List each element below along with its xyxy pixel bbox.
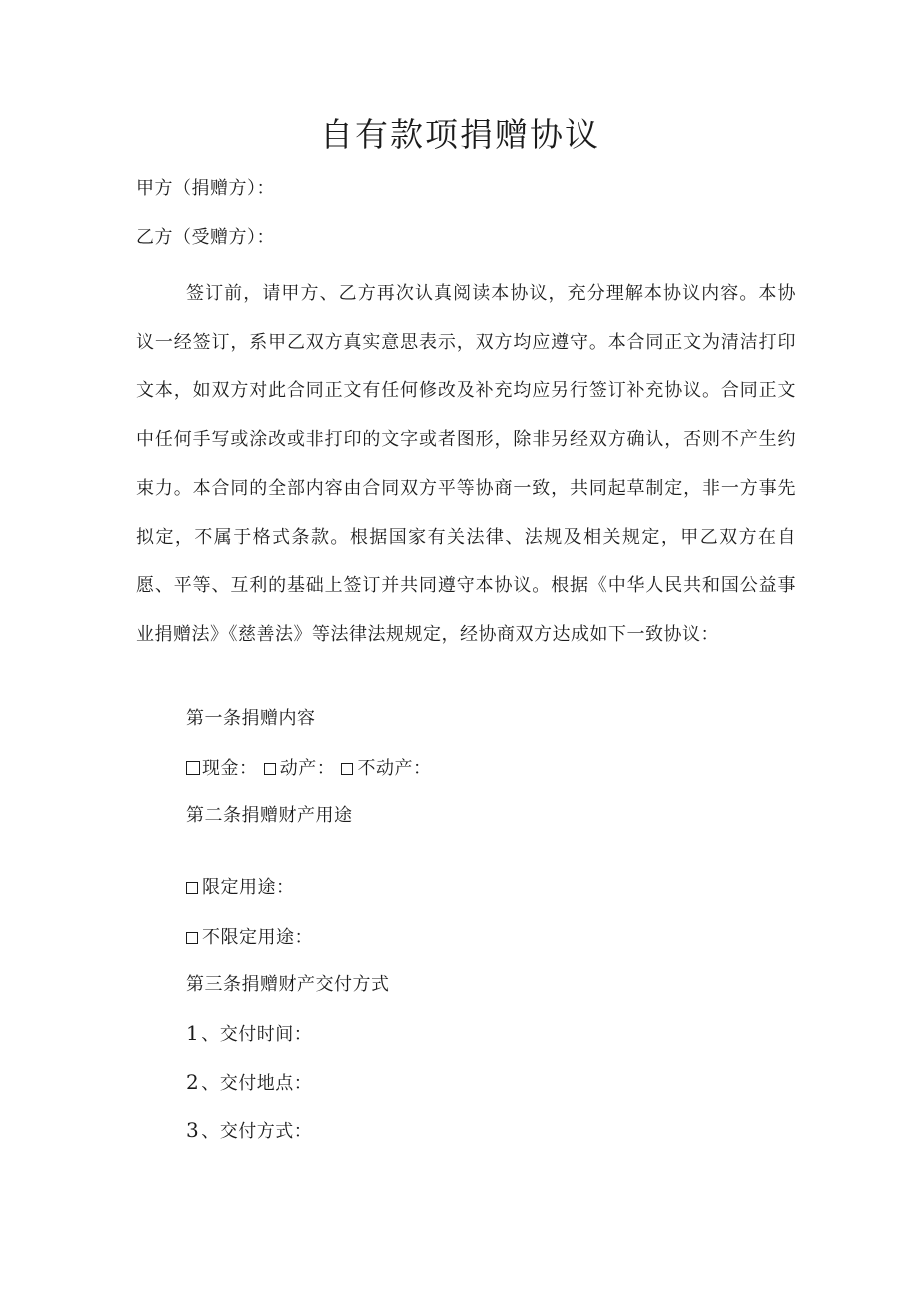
option-real-estate-label: 不动产： <box>357 758 432 779</box>
article1-heading: 第一条捐赠内容 <box>186 708 316 729</box>
document-title: 自有款项捐赠协议 <box>320 115 600 154</box>
delivery-place-line <box>186 1069 312 1097</box>
checkbox-real-estate[interactable] <box>341 763 353 775</box>
article3-heading: 第三条捐赠财产交付方式 <box>186 974 390 995</box>
item-number: 1 <box>186 1021 200 1045</box>
donation-content-options <box>186 756 431 782</box>
restricted-use-option <box>186 875 295 901</box>
checkbox-unrestricted-use[interactable] <box>186 932 198 944</box>
checkbox-movable-property[interactable] <box>264 763 276 775</box>
delivery-time-label: 、交付时间： <box>201 1024 313 1045</box>
party-b-line: 乙方（受赠方）： <box>136 227 275 248</box>
item-number: 2 <box>186 1070 200 1094</box>
item-number: 3 <box>186 1118 200 1142</box>
unrestricted-use-option <box>186 925 313 951</box>
article2-heading: 第二条捐赠财产用途 <box>186 805 353 826</box>
checkbox-cash[interactable] <box>186 761 200 775</box>
checkbox-restricted-use[interactable] <box>186 882 198 894</box>
unrestricted-use-label: 不限定用途： <box>202 927 313 948</box>
delivery-place-label: 、交付地点： <box>201 1073 313 1094</box>
option-movable-label: 动产： <box>279 758 336 779</box>
option-cash-label: 现金： <box>202 758 258 779</box>
delivery-method-label: 、交付方式： <box>201 1121 313 1142</box>
delivery-method-line <box>186 1117 312 1145</box>
preamble-paragraph: 签订前，请甲方、乙方再次认真阅读本协议，充分理解本协议内容。本协议一经签订，系甲乙双方真实意思表示，双方均应遵守。本合同正文为清洁打印文本，如双方对此合同正文有任何修改及补充均应另行签订补充协议。合同正文中任何手写或涂改或非打印的文字或者图形，除非另经双方确认，否则不产生约束力。本合同的全部内容由合同双方平等协商一致，共同起草制定，非一方事先拟定，不属于格式条款。根据国家有关法律、法规及相关规定，甲乙双方在自愿、平等、互利的基础上签订并共同遵守本协议。根据《中华人民共和国公益事业捐赠法》《慈善法》等法律法规规定，经协商双方达成如下一致协议： <box>136 283 796 645</box>
delivery-time-line <box>186 1020 312 1048</box>
party-a-line: 甲方（捐赠方）： <box>136 178 275 199</box>
restricted-use-label: 限定用途： <box>202 877 295 898</box>
